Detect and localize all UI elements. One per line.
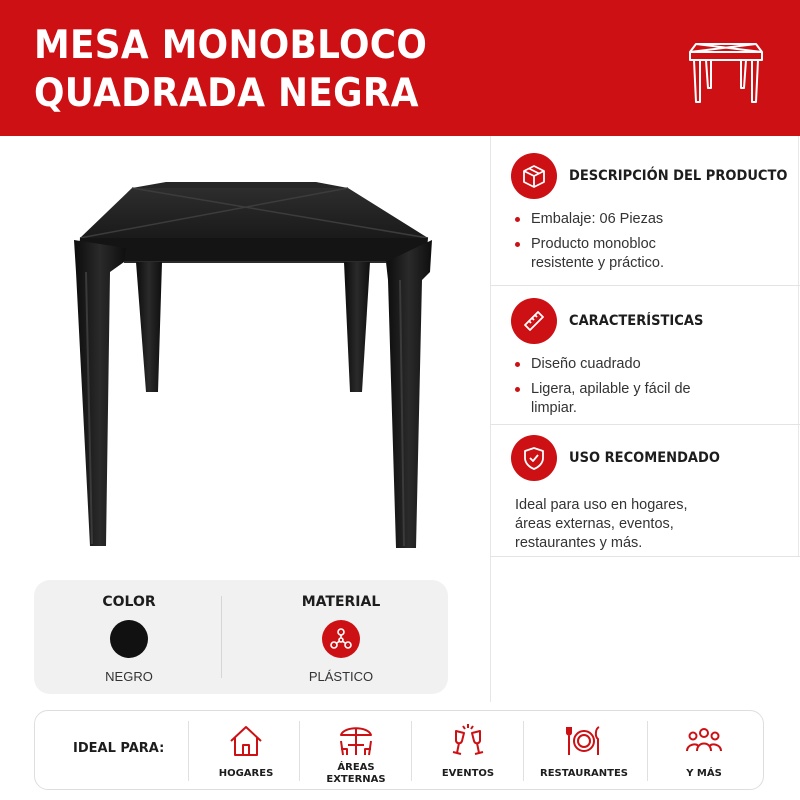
section-separator: [490, 424, 800, 425]
use-separator: [299, 721, 300, 781]
use-label: RESTAURANTES: [540, 768, 628, 779]
section-recommended-use: [511, 434, 791, 553]
use-item-restaurantes: [529, 711, 639, 791]
list-item: Producto monobloc resistente y práctico.: [513, 235, 693, 273]
material-attribute: [246, 580, 436, 694]
column-edge: [798, 136, 799, 556]
list-item: Ligera, apilable y fácil de limpiar.: [513, 380, 703, 418]
molecule-icon: [322, 620, 360, 658]
patio-umbrella-icon: [336, 721, 376, 761]
section-title: USO RECOMENDADO: [569, 450, 720, 466]
champagne-glasses-icon: [448, 721, 488, 761]
section-separator: [490, 285, 800, 286]
section-characteristics: [511, 297, 791, 424]
use-label: Y MÁS: [686, 768, 722, 779]
material-label: MATERIAL: [301, 594, 381, 610]
section-text: Ideal para uso en hogares, áreas externas, eventos, restaurantes y más.: [515, 497, 688, 551]
ruler-icon: [511, 298, 557, 344]
black-plastic-table-illustration: [66, 176, 446, 556]
use-item-y-mas: [649, 711, 759, 791]
ideal-for-bar: [34, 710, 764, 790]
use-label: HOGARES: [218, 768, 274, 779]
title-line-1: MESA MONOBLOCO: [34, 23, 428, 68]
list-item: Embalaje: 06 Piezas: [513, 210, 791, 229]
use-separator: [188, 721, 189, 781]
color-swatch: [110, 620, 148, 658]
use-item-hogares: [191, 711, 301, 791]
section-title: DESCRIPCIÓN DEL PRODUCTO: [569, 168, 788, 184]
material-value: PLÁSTICO: [308, 669, 374, 684]
attributes-panel: [34, 580, 448, 694]
color-label: COLOR: [102, 594, 156, 610]
use-item-areas-externas: [301, 711, 411, 791]
list-item: Diseño cuadrado: [513, 355, 791, 374]
use-label: [301, 762, 411, 786]
section-title: CARACTERÍSTICAS: [569, 313, 704, 329]
use-separator: [647, 721, 648, 781]
column-divider: [490, 136, 491, 702]
table-outline-icon: [684, 30, 768, 110]
use-separator: [523, 721, 524, 781]
title-line-2: QUADRADA NEGRA: [34, 71, 419, 116]
attributes-divider: [221, 596, 222, 678]
color-attribute: [34, 580, 224, 694]
use-separator: [411, 721, 412, 781]
cutlery-plate-icon: [564, 721, 604, 761]
section-separator: [490, 556, 800, 557]
use-label: EVENTOS: [441, 768, 495, 779]
package-box-icon: [511, 153, 557, 199]
shield-check-icon: [511, 435, 557, 481]
page-title: [34, 22, 427, 118]
use-label-line: EXTERNAS: [326, 774, 386, 785]
header-banner: [0, 0, 800, 136]
section-product-description: [511, 152, 791, 279]
color-value: NEGRO: [105, 669, 153, 684]
people-group-icon: [684, 721, 724, 761]
use-item-eventos: [413, 711, 523, 791]
use-label-line: ÁREAS: [337, 762, 375, 773]
ideal-for-label: IDEAL PARA:: [73, 741, 165, 756]
house-icon: [226, 721, 266, 761]
